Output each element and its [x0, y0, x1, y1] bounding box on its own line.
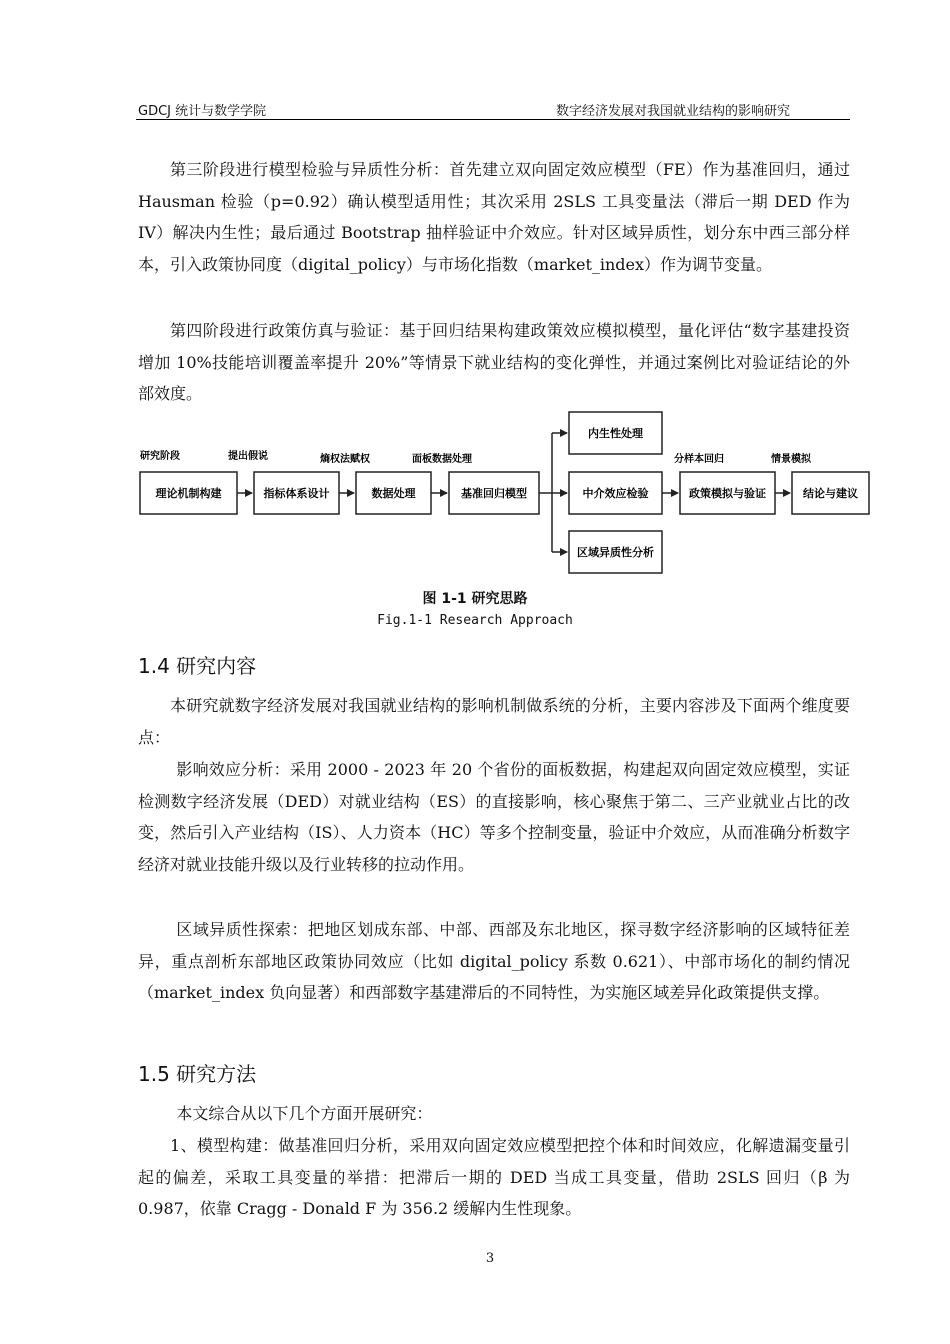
label-research-stage: 研究阶段	[140, 451, 180, 462]
paragraph-stage-four: 第四阶段进行政策仿真与验证：基于回归结果构建政策效应模拟模型，量化评估“数字基建投资增加 10%技能培训覆盖率提升 20%”等情景下就业结构的变化弹性，并通过案例比对验证结论的外部效度。	[138, 321, 850, 403]
section-1-4-intro: 本研究就数字经济发展对我国就业结构的影响机制做系统的分析，主要内容涉及下面两个维度要点：	[138, 696, 850, 747]
page-number: 3	[485, 1251, 495, 1266]
svg-text:理论机制构建: 理论机制构建	[155, 487, 222, 500]
section-title-1-4: 1.4 研究内容	[138, 654, 257, 678]
section-1-4-regional-heterogeneity: 区域异质性探索：把地区划成东部、中部、西部及东北地区，探寻数字经济影响的区域特征差异，重点剖析东部地区政策协同效应（比如 digital_policy 系数 0.621）、中部市场化的制约情况（market_index 负向显著）和西部数字基建滞后的不同特性，为实施区域差异化政策提供支撑。	[138, 920, 850, 1002]
svg-text:区域异质性分析: 区域异质性分析	[577, 546, 654, 559]
label-scenario-simulation: 情景模拟	[771, 454, 811, 465]
box-theory-mechanism	[140, 472, 237, 514]
label-entropy-weight: 熵权法赋权	[320, 454, 370, 465]
box-endogeneity	[569, 412, 662, 454]
label-subsample-regression: 分样本回归	[674, 454, 724, 465]
box-indicator-system	[254, 472, 339, 514]
box-data-processing	[356, 472, 431, 514]
header-right: 数字经济发展对我国就业结构的影响研究	[555, 104, 790, 119]
svg-text:内生性处理: 内生性处理	[588, 427, 643, 440]
svg-text:中介效应检验: 中介效应检验	[582, 487, 649, 500]
section-1-4-effect-analysis: 影响效应分析：采用 2000 - 2023 年 20 个省份的面板数据，构建起双向固定效应模型，实证检测数字经济发展（DED）对就业结构（ES）的直接影响，核心聚焦于第二、三产业就业占比的改变，然后引入产业结构（IS）、人力资本（HC）等多个控制变量，验证中介效应，从而准确分析数字经济对就业技能升级以及行业转移的拉动作用。	[138, 760, 850, 874]
box-regional-heterogeneity	[569, 531, 662, 573]
svg-text:基准回归模型: 基准回归模型	[461, 487, 527, 500]
box-conclusion	[792, 472, 869, 514]
label-panel-data: 面板数据处理	[412, 454, 472, 465]
paragraph-stage-three: 第三阶段进行模型检验与异质性分析：首先建立双向固定效应模型（FE）作为基准回归，通过 Hausman 检验（p=0.92）确认模型适用性；其次采用 2SLS 工具变量法（滞后一期 DED 作为 IV）解决内生性；最后通过 Bootstrap 抽样验证中介效应。针对区域异质性，划分东中西三部分样本，引入政策协同度（digital_policy）与市场化指数（market_index）作为调节变量。	[138, 160, 850, 274]
figure-caption-en: Fig.1-1 Research Approach	[377, 613, 573, 628]
svg-text:结论与建议: 结论与建议	[803, 487, 858, 500]
section-1-5-model-construction: 1、模型构建：做基准回归分析，采用双向固定效应模型把控个体和时间效应，化解遗漏变量引起的偏差，采取工具变量的举措：把滞后一期的 DED 当成工具变量，借助 2SLS 回归（β 为 0.987，依靠 Cragg - Donald F 为 356.2 缓解内生性现象。	[138, 1136, 850, 1218]
research-flow-diagram	[0, 0, 950, 590]
box-baseline-regression	[449, 472, 539, 514]
section-title-1-5: 1.5 研究方法	[138, 1062, 257, 1086]
svg-text:指标体系设计: 指标体系设计	[263, 487, 330, 500]
label-hypothesis: 提出假说	[228, 451, 268, 462]
svg-text:数据处理: 数据处理	[371, 487, 416, 500]
svg-text:政策模拟与验证: 政策模拟与验证	[689, 487, 766, 500]
figure-caption-cn: 图 1-1 研究思路	[422, 591, 528, 607]
box-policy-simulation	[680, 472, 775, 514]
box-mediation-test	[569, 472, 662, 514]
section-1-5-intro: 本文综合从以下几个方面开展研究：	[176, 1104, 433, 1123]
header-left: GDCJ 统计与数学学院	[138, 104, 267, 119]
